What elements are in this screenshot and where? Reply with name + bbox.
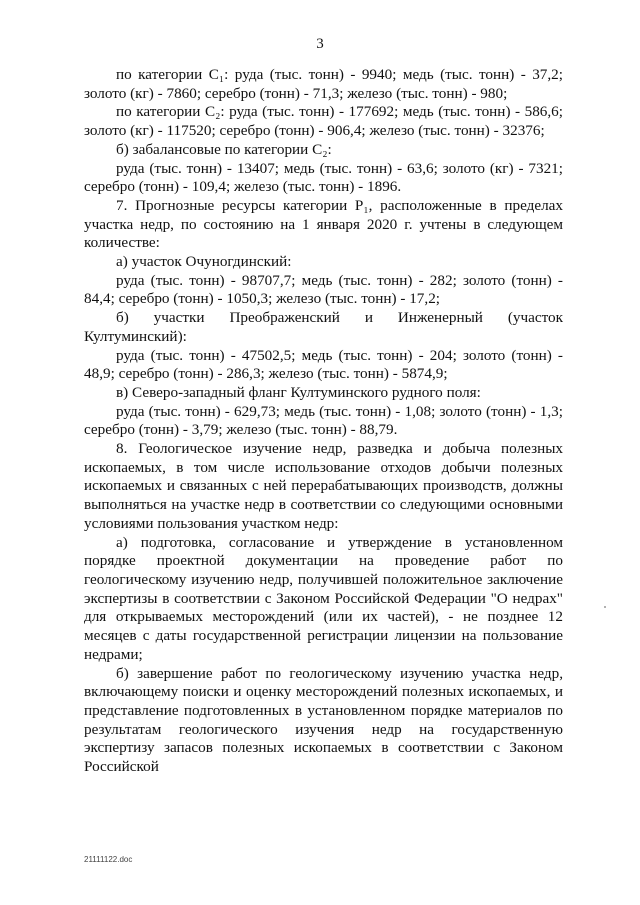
paragraph-condition-b: б) завершение работ по геологическому изучению участка недр, включающему поиски и оценку месторождений полезных ископаемых, и представление подготовленных в установленном порядке материалов по результатам геологического изучения недр на государственную экспертизу запасов полезных ископаемых в соответствии с Законом Российской bbox=[84, 664, 563, 776]
page-number: 3 bbox=[316, 36, 324, 52]
paragraph-item-7: 7. Прогнозные ресурсы категории P₁, расположенные в пределах участка недр, по состоянию на 1 января 2020 г. учтены в следующем количестве: bbox=[84, 196, 563, 252]
paragraph-preobrazhensky-values: руда (тыс. тонн) - 47502,5; медь (тыс. тонн) - 204; золото (тонн) - 48,9; серебро (тонн) - 286,3; железо (тыс. тонн) - 5874,9; bbox=[84, 346, 563, 383]
paragraph-ochunogdinsky-heading: а) участок Очуногдинский: bbox=[116, 253, 292, 271]
scan-speck bbox=[604, 606, 606, 608]
paragraph-northwest-flank-heading: в) Северо-западный фланг Култуминского рудного поля: bbox=[116, 383, 481, 401]
paragraph-condition-a: а) подготовка, согласование и утверждение в установленном порядке проектной документации на проведение работ по геологическому изучению недр, получившей положительное заключение экспертизы в соответствии с Законом Российской Федерации "О недрах" для открываемых месторождений (или их частей), - не позднее 12 месяцев с даты государственной регистрации лицензии на пользование недрами; bbox=[84, 533, 563, 663]
paragraph-ochunogdinsky-values: руда (тыс. тонн) - 98707,7; медь (тыс. тонн) - 282; золото (тонн) - 84,4; серебро (тонн) - 1050,3; железо (тыс. тонн) - 17,2; bbox=[84, 271, 563, 308]
paragraph-northwest-flank-values: руда (тыс. тонн) - 629,73; медь (тыс. тонн) - 1,08; золото (тонн) - 1,3; серебро (тонн) - 3,79; железо (тыс. тонн) - 88,79. bbox=[84, 402, 563, 439]
paragraph-offbalance-heading: б) забалансовые по категории C₂: bbox=[116, 140, 332, 158]
paragraph-item-8: 8. Геологическое изучение недр, разведка и добыча полезных ископаемых, в том числе использование отходов добычи полезных ископаемых и связанных с ней перерабатывающих производств, должны выполняться на участке недр в соответствии со следующими основными условиями пользования участком недр: bbox=[84, 440, 563, 532]
footer-doc-code: 21111122.doc bbox=[84, 855, 133, 864]
document-body bbox=[84, 66, 563, 777]
paragraph-category-c1: по категории C₁: руда (тыс. тонн) - 9940; медь (тыс. тонн) - 37,2; золото (кг) - 7860; серебро (тонн) - 71,3; железо (тыс. тонн) - 980; bbox=[84, 66, 563, 102]
paragraph-category-c2: по категории C₂: руда (тыс. тонн) - 177692; медь (тыс. тонн) - 586,6; золото (кг) - 117520; серебро (тонн) - 906,4; железо (тыс. тонн) - 32376; bbox=[84, 103, 563, 140]
paragraph-offbalance-values: руда (тыс. тонн) - 13407; медь (тыс. тонн) - 63,6; золото (кг) - 7321; серебро (тонн) - 109,4; железо (тыс. тонн) - 1896. bbox=[84, 159, 563, 196]
paragraph-preobrazhensky-heading: б) участки Преображенский и Инженерный (участок Култуминский): bbox=[84, 309, 563, 345]
